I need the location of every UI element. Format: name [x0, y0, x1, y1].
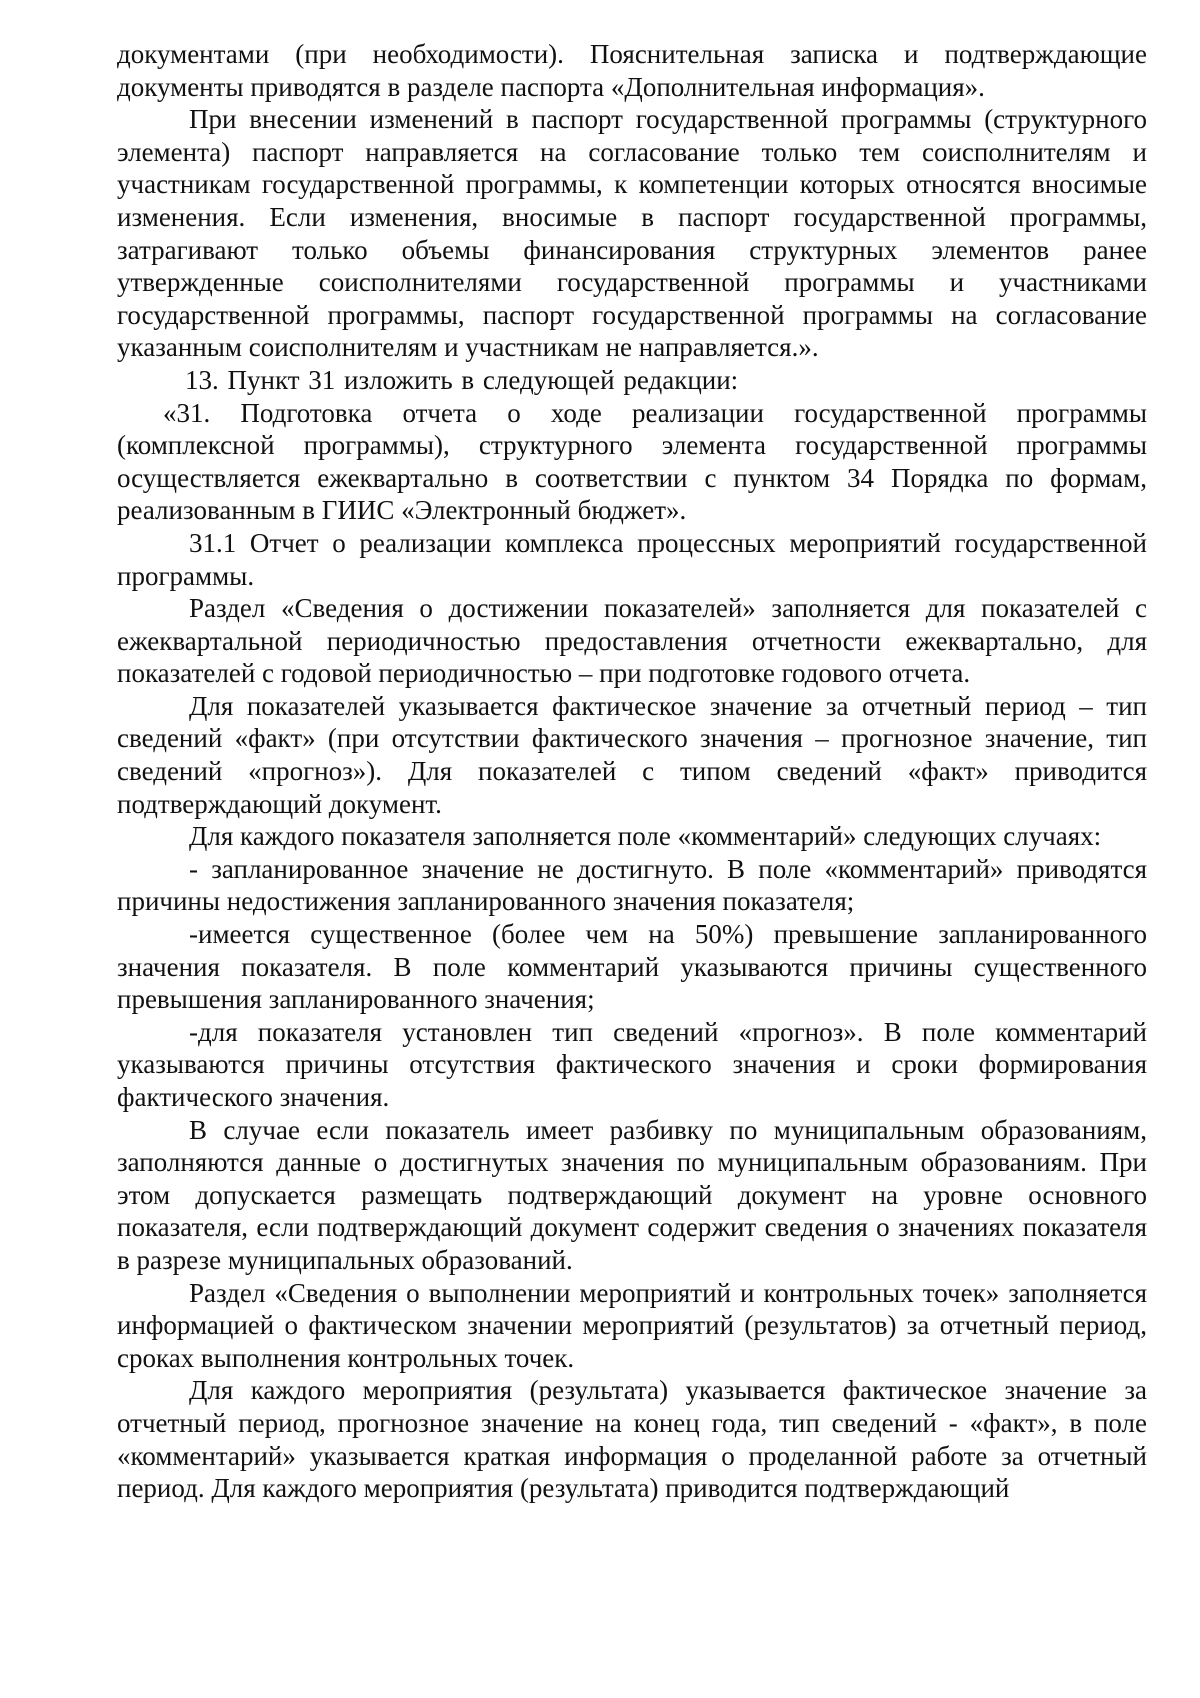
paragraph-activities-section: Раздел «Сведения о выполнении мероприятий и контрольных точек» заполняется информацией о фактическом значении мероприятий (результатов) за отчетный период, сроках выполнения контрольных точек.	[117, 1277, 1147, 1373]
paragraph-continuation: документами (при необходимости). Пояснительная записка и подтверждающие документы приводятся в разделе паспорта «Дополнительная информация».	[117, 39, 1147, 102]
paragraph-item-13: 13. Пункт 31 изложить в следующей редакции:	[185, 364, 739, 395]
paragraph-municipal-breakdown: В случае если показатель имеет разбивку по муниципальным образованиям, заполняются данные о достигнутых значения по муниципальным образованиям. При этом допускается размещать подтверждающий документ на уровне основного показателя, если подтверждающий документ содержит сведения о значениях показателя в разрезе муниципальных образований.	[117, 1114, 1147, 1275]
paragraph-activity-values: Для каждого мероприятия (результата) указывается фактическое значение за отчетный период, прогнозное значение на конец года, тип сведений - «факт», в поле «комментарий» указывается краткая информация о проделанной работе за отчетный период. Для каждого мероприятия (результата) приводится подтверждающий	[117, 1375, 1147, 1504]
paragraph-actual-value: Для показателей указывается фактическое значение за отчетный период – тип сведений «факт» (при отсутствии фактического значения – прогнозное значение, тип сведений «прогноз»). Для показателей с типом сведений «факт» приводится подтверждающий документ.	[117, 690, 1147, 819]
document-page	[117, 38, 1147, 1505]
paragraph-point-31: «31. Подготовка отчета о ходе реализации государственной программы (комплексной программы), структурного элемента государственной программы осуществляется ежеквартально в соответствии с пунктом 34 Порядка по формам, реализованным в ГИИС «Электронный бюджет».	[117, 397, 1147, 526]
paragraph-indicators-section: Раздел «Сведения о достижении показателей» заполняется для показателей с ежеквартальной периодичностью предоставления отчетности ежеквартально, для показателей с годовой периодичностью – при подготовке годового отчета.	[117, 593, 1147, 689]
paragraph-case-forecast: -для показателя установлен тип сведений «прогноз». В поле комментарий указываются причины отсутствия фактического значения и сроки формирования фактического значения.	[117, 1016, 1147, 1112]
paragraph-case-not-achieved: - запланированное значение не достигнуто. В поле «комментарий» приводятся причины недостижения запланированного значения показателя;	[117, 853, 1147, 917]
paragraph-comment-field: Для каждого показателя заполняется поле «комментарий» следующих случаях:	[189, 821, 1102, 852]
paragraph-case-exceeded: -имеется существенное (более чем на 50%) превышение запланированного значения показателя. В поле комментарий указываются причины существенного превышения запланированного значения;	[117, 919, 1147, 1015]
paragraph-point-31-1: 31.1 Отчет о реализации комплекса процессных мероприятий государственной программы.	[117, 527, 1147, 591]
paragraph-passport-changes: При внесении изменений в паспорт государственной программы (структурного элемента) паспорт направляется на согласование только тем соисполнителям и участникам государственной программы, к компетенции которых относятся вносимые изменения. Если изменения, вносимые в паспорт государственной программы, затрагивают только объемы финансирования структурных элементов ранее утвержденные соисполнителями государственной программы и участниками государственной программы, паспорт государственной программы на согласование указанным соисполнителям и участникам не направляется.».	[117, 104, 1147, 363]
